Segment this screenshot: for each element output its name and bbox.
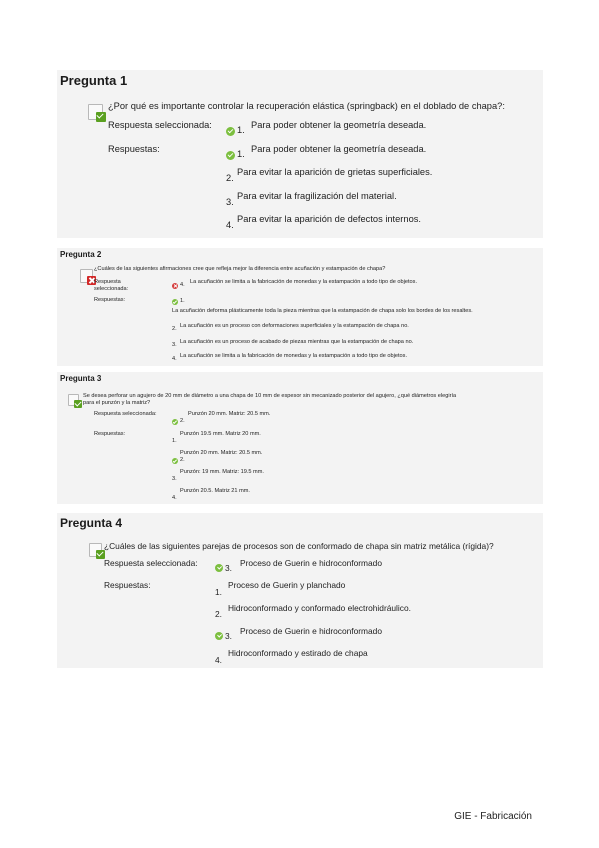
answer-option-number: 1. <box>172 438 177 444</box>
answer-option-number: 3. <box>226 197 234 207</box>
selected-answer-number: 4. <box>180 282 185 288</box>
answer-option-text: La acuñación es un proceso de acabado de piezas mientras que la estampación de chapa no. <box>180 339 414 345</box>
selected-answer-label: Respuesta seleccionada: <box>94 411 157 417</box>
selected-answer-label: seleccionada: <box>94 286 129 292</box>
correct-check-icon <box>215 564 223 572</box>
selected-answer-label: Respuesta seleccionada: <box>104 558 198 568</box>
answer-option-text: Proceso de Guerin e hidroconformado <box>240 626 382 636</box>
answer-option-number: 2. <box>172 326 177 332</box>
answer-option-number: 1. <box>180 298 185 304</box>
question-3-text: para el punzón y la matriz? <box>83 400 151 406</box>
answer-option-number: 4. <box>172 495 177 501</box>
answer-option-number: 4. <box>215 655 222 665</box>
correct-check-icon <box>172 299 178 305</box>
question-incorrect-icon <box>80 269 94 283</box>
answer-option-number: 4. <box>226 220 234 230</box>
answer-option-number: 1. <box>237 149 245 159</box>
selected-answer-number: 3. <box>225 563 232 573</box>
question-2-title: Pregunta 2 <box>60 250 102 259</box>
page-footer: GIE - Fabricación <box>454 811 532 822</box>
selected-answer-number: 1. <box>237 125 245 135</box>
answer-option-text: Punzón 20.5. Matriz 21 mm. <box>180 488 250 494</box>
answer-option-text: Hidroconformado y estirado de chapa <box>228 648 368 658</box>
answer-option-number: 3. <box>172 476 177 482</box>
answer-option-text: Punzón 19.5 mm. Matriz 20 mm. <box>180 431 261 437</box>
selected-answer-text: Para poder obtener la geometría deseada. <box>251 120 427 130</box>
selected-answer-label: Respuesta seleccionada: <box>108 120 212 130</box>
answer-option-text: Punzón: 19 mm. Matriz: 19.5 mm. <box>180 469 264 475</box>
answer-option-text: Para poder obtener la geometría deseada. <box>251 144 427 154</box>
question-1-title: Pregunta 1 <box>60 73 128 88</box>
answers-label: Respuestas: <box>94 431 126 437</box>
question-4-panel <box>57 513 543 668</box>
correct-check-icon <box>172 419 178 425</box>
question-4-text: ¿Cuáles de las siguientes parejas de procesos son de conformado de chapa sin matriz metálica (rígida)? <box>104 541 494 551</box>
question-3-panel <box>57 372 543 504</box>
answer-option-text: Para evitar la aparición de grietas superficiales. <box>237 167 433 177</box>
question-1-text: ¿Por qué es importante controlar la recuperación elástica (springback) en el doblado de chapa?: <box>108 101 505 111</box>
answer-option-number: 3. <box>172 342 177 348</box>
answer-option-number: 3. <box>225 631 232 641</box>
selected-answer-number: 2. <box>180 418 185 424</box>
answer-option-text: Hidroconformado y conformado electrohidráulico. <box>228 603 411 613</box>
answer-option-text: La acuñación se limita a la fabricación de monedas y la estampación a todo tipo de objetos. <box>180 353 407 359</box>
answer-option-number: 2. <box>180 457 185 463</box>
answer-option-number: 2. <box>215 609 222 619</box>
correct-check-icon <box>215 632 223 640</box>
answer-option-number: 4. <box>172 356 177 362</box>
answers-label: Respuestas: <box>104 580 151 590</box>
answer-option-number: 1. <box>215 587 222 597</box>
correct-check-icon <box>226 151 235 160</box>
selected-answer-text: La acuñación se limita a la fabricación de monedas y la estampación a todo tipo de objetos. <box>190 279 417 285</box>
question-3-title: Pregunta 3 <box>60 374 102 383</box>
question-4-title: Pregunta 4 <box>60 516 123 530</box>
answer-option-text: Proceso de Guerin y planchado <box>228 580 346 590</box>
answers-label: Respuestas: <box>94 297 126 303</box>
answer-option-text: La acuñación deforma plásticamente toda la pieza mientras que la estampación de chapa solo los bordes de los resaltes. <box>172 308 473 314</box>
correct-check-icon <box>226 127 235 136</box>
question-correct-icon <box>68 394 80 406</box>
answers-label: Respuestas: <box>108 144 160 154</box>
selected-answer-text: Proceso de Guerin e hidroconformado <box>240 558 382 568</box>
answer-option-number: 2. <box>226 173 234 183</box>
question-2-text: ¿Cuáles de las siguientes afirmaciones cree que refleja mejor la diferencia entre acuñación y estampación de chapa? <box>94 266 386 272</box>
answer-option-text: Punzón 20 mm. Matriz: 20.5 mm. <box>180 450 263 456</box>
question-correct-icon <box>89 543 103 557</box>
selected-answer-text: Punzón 20 mm. Matriz: 20.5 mm. <box>188 411 271 417</box>
question-1-panel <box>57 70 543 238</box>
question-correct-icon <box>88 104 104 120</box>
answer-option-text: La acuñación es un proceso con deformaciones superficiales y la estampación de chapa no. <box>180 323 409 329</box>
selected-answer-label: Respuesta <box>94 279 121 285</box>
question-3-text: Se desea perforar un agujero de 20 mm de diámetro a una chapa de 10 mm de espesor sin mecanizado posterior del agujero, ¿qué diámetros elegiría <box>83 393 457 399</box>
correct-check-icon <box>172 458 178 464</box>
incorrect-cross-icon <box>172 283 178 289</box>
answer-option-text: Para evitar la fragilización del material. <box>237 191 397 201</box>
answer-option-text: Para evitar la aparición de defectos internos. <box>237 214 421 224</box>
